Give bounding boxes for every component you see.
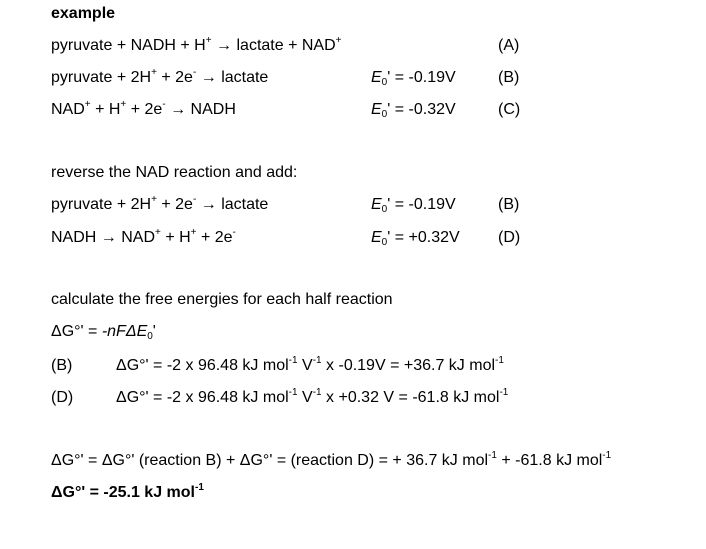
reaction-b-e0-symbol: E — [371, 69, 382, 86]
reversed-b-equation — [51, 195, 268, 215]
calc-b-s1: -1 — [288, 355, 298, 366]
reversed-b-arrow: → — [200, 196, 217, 213]
result-s1: -1 — [194, 482, 204, 493]
reaction-c-sup2: + — [120, 99, 127, 110]
reaction-a-lhs: pyruvate + NADH + H — [51, 37, 206, 54]
reaction-b-e0-value: ' = -0.19V — [387, 69, 456, 86]
calc-d-t2: V — [297, 389, 313, 406]
reaction-b-e0-sub: 0 — [381, 77, 388, 88]
free-energy-formula — [51, 322, 156, 342]
calc-d-t1: ΔG°' = -2 x 96.48 kJ mol — [116, 389, 289, 406]
reaction-b-rhs: lactate — [221, 69, 269, 86]
calc-d-expression — [116, 388, 508, 408]
reaction-c-sup3: - — [162, 99, 166, 110]
sum-s2: -1 — [602, 450, 612, 461]
reaction-b-sup1: + — [151, 67, 157, 78]
reaction-b-sup2: - — [192, 67, 197, 78]
reaction-c-e0-sub: 0 — [381, 109, 388, 120]
calc-heading: calculate the free energies for each half reaction — [51, 291, 393, 308]
reversed-b-label: (B) — [498, 196, 520, 213]
reversed-b-rhs: lactate — [221, 196, 269, 213]
reversed-b-sup1: + — [151, 194, 157, 205]
reaction-b-label: (B) — [498, 69, 520, 86]
reaction-c-potential — [371, 100, 456, 120]
sum-t1: ΔG°' = ΔG°' (reaction B) + ΔG°' = (reaction D) = + 36.7 kJ mol — [51, 452, 489, 469]
formula-tail: ' — [152, 323, 156, 340]
reversed-b-potential — [371, 195, 456, 215]
reaction-b-potential — [371, 68, 456, 88]
sum-equation — [51, 451, 611, 471]
calc-b-t1: ΔG°' = -2 x 96.48 kJ mol — [116, 357, 289, 374]
reversed-d-e0-symbol: E — [371, 229, 382, 246]
calc-d-label: (D) — [51, 389, 74, 406]
reaction-b-arrow: → — [200, 69, 217, 86]
calc-b-expression — [116, 356, 504, 376]
result-t1: ΔG°' = -25.1 kJ mol — [51, 484, 195, 501]
reaction-c-label: (C) — [498, 101, 521, 118]
reversed-d-e0-value: ' = +0.32V — [387, 229, 460, 246]
calc-b-t3: x -0.19V = +36.7 kJ mol — [321, 357, 496, 374]
reversed-d-e0-sub: 0 — [381, 237, 388, 248]
reversed-b-e0-sub: 0 — [381, 204, 388, 215]
result-equation — [51, 483, 204, 503]
calc-b-label: (B) — [51, 357, 73, 374]
reversed-d-sup3: - — [232, 227, 236, 238]
reaction-a-label: (A) — [498, 37, 520, 54]
calc-d-s2: -1 — [312, 387, 322, 398]
calc-b-s2: -1 — [312, 355, 322, 366]
reaction-a-lhs-sup: + — [205, 35, 212, 46]
calc-d-s1: -1 — [288, 387, 298, 398]
calc-b-s3: -1 — [495, 355, 504, 366]
reversed-b-e0-symbol: E — [371, 196, 382, 213]
reversed-d-sup1: + — [155, 227, 161, 238]
reaction-c-arrow: → — [170, 101, 187, 118]
reaction-a-equation — [51, 36, 341, 56]
reaction-b-equation — [51, 68, 268, 88]
reaction-c-equation — [51, 100, 236, 120]
reaction-a-rhs: lactate + NAD — [236, 37, 336, 54]
reversed-b-mid: + 2e — [156, 196, 193, 213]
reaction-c-rhs: NADH — [190, 101, 236, 118]
calc-d-t3: x +0.32 V = -61.8 kJ mol — [321, 389, 500, 406]
calc-d-s3: -1 — [499, 387, 509, 398]
reaction-a-arrow: → — [216, 37, 233, 54]
reversed-d-arrow: → — [100, 229, 117, 246]
instruction-text: reverse the NAD reaction and add: — [51, 164, 298, 181]
reaction-b-lhs: pyruvate + 2H — [51, 69, 152, 86]
reversed-d-lhs: NADH — [51, 229, 97, 246]
reversed-d-label: (D) — [498, 229, 521, 246]
reversed-d-sup2: + — [190, 227, 197, 238]
sum-s1: -1 — [488, 450, 497, 461]
reversed-d-rhs1: NAD — [121, 229, 156, 246]
reversed-b-e0-value: ' = -0.19V — [387, 196, 456, 213]
reaction-c-sup1: + — [84, 99, 91, 110]
reaction-c-e0-symbol: E — [371, 101, 382, 118]
reversed-b-sup2: - — [192, 194, 197, 205]
reaction-c-lhs: NAD — [51, 101, 85, 118]
calc-b-t2: V — [297, 357, 313, 374]
reaction-c-mid2: + 2e — [126, 101, 163, 118]
reaction-b-mid: + 2e — [156, 69, 193, 86]
reaction-c-mid1: + H — [90, 101, 121, 118]
heading: example — [51, 5, 116, 22]
reversed-d-rhs3: + 2e — [196, 229, 233, 246]
reversed-b-lhs: pyruvate + 2H — [51, 196, 152, 213]
sum-t2: + -61.8 kJ mol — [496, 452, 603, 469]
formula-rhs: -nFΔE — [101, 323, 148, 340]
reversed-d-rhs2: + H — [160, 229, 191, 246]
formula-sub: 0 — [147, 331, 153, 342]
reversed-d-equation — [51, 228, 236, 248]
formula-dg: ΔG°' = — [51, 323, 102, 340]
reaction-a-rhs-sup: + — [335, 35, 342, 46]
reaction-c-e0-value: ' = -0.32V — [387, 101, 456, 118]
reversed-d-potential — [371, 228, 460, 248]
